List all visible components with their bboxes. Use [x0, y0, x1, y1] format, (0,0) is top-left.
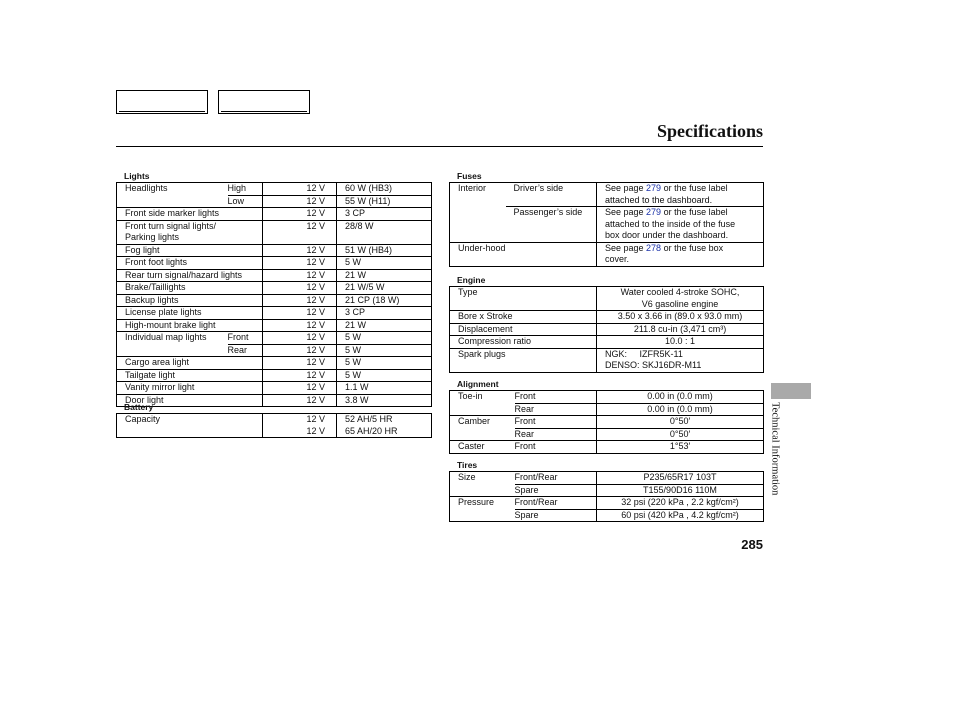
table-row: [117, 307, 432, 320]
row-watt: 5 W: [337, 357, 432, 370]
tires-table: [449, 471, 764, 522]
table-row: [450, 242, 764, 266]
fuses-heading: Fuses: [457, 171, 482, 181]
header-tab-box-left: [116, 90, 208, 114]
table-row: [117, 414, 432, 426]
alignment-table: [449, 390, 764, 454]
engine-spark-value: NGK: IZFR5K-11 DENSO: SKJ16DR-M11: [597, 348, 764, 372]
row-volt: 12 V: [291, 244, 337, 257]
engine-disp-label: Displacement: [450, 323, 597, 336]
header-tab-box-right: [218, 90, 310, 114]
row-value: 52 AH/5 HR: [337, 414, 432, 426]
row-volt: 12 V: [291, 269, 337, 282]
table-row: [450, 391, 764, 404]
page-title: Specifications: [657, 121, 763, 141]
table-row: [117, 269, 432, 282]
row-volt: 12 V: [291, 369, 337, 382]
row-sub: Front: [228, 332, 263, 345]
engine-comp-label: Compression ratio: [450, 336, 597, 349]
row-volt: 12 V: [291, 307, 337, 320]
battery-table: [116, 413, 432, 438]
table-row: [117, 195, 432, 208]
row-volt: 12 V: [291, 357, 337, 370]
row-volt: 12 V: [306, 394, 326, 405]
row-volt: 12 V: [291, 344, 337, 357]
row-volt: 12 V: [291, 332, 337, 345]
tires-heading: Tires: [457, 460, 478, 470]
lights-heading: Lights: [124, 171, 150, 181]
row-sub: Low: [228, 195, 263, 208]
tires-pressure-label: Pressure: [458, 497, 495, 507]
row-watt: 3.8 W: [337, 394, 432, 407]
fuses-drivers-value: See page 279 or the fuse label attached to the dashboard.: [597, 183, 764, 207]
row-value: 1°53′: [597, 441, 764, 454]
align-camber-label: Camber: [458, 416, 491, 426]
row-label: Fog light: [117, 244, 263, 257]
row-value: 0.00 in (0.0 mm): [597, 403, 764, 416]
row-label: Front foot lights: [117, 257, 263, 270]
table-row: [450, 416, 764, 429]
row-value: 65 AH/20 HR: [337, 426, 432, 438]
row-label: Backup lights: [117, 294, 263, 307]
row-label: Cargo area light: [117, 357, 263, 370]
engine-bore-label: Bore x Stroke: [450, 311, 597, 324]
table-row: [117, 208, 432, 221]
table-row: [450, 472, 764, 485]
table-row: [450, 311, 764, 324]
row-watt: 51 W (HB4): [337, 244, 432, 257]
section-tab-label: Technical Information: [769, 402, 781, 496]
row-volt: 12 V: [291, 195, 337, 208]
fuses-table: [449, 182, 764, 267]
row-watt: 3 CP: [337, 307, 432, 320]
fuses-drivers-label: Driver’s side: [513, 183, 564, 193]
engine-spark-label: Spark plugs: [458, 348, 506, 359]
row-label: Front turn signal lights/ Parking lights: [117, 220, 263, 244]
row-volt: 12 V: [291, 319, 337, 332]
table-row: [450, 441, 764, 454]
row-volt: 12 V: [291, 208, 337, 221]
table-row: [117, 294, 432, 307]
row-sub: Front: [514, 441, 536, 451]
row-sub: Front: [515, 391, 597, 404]
fuses-underhood-value: See page 278 or the fuse box cover.: [597, 242, 764, 266]
row-watt: 21 CP (18 W): [337, 294, 432, 307]
row-value: P235/65R17 103T: [597, 472, 764, 485]
row-label: Brake/Taillights: [117, 282, 263, 295]
row-label: License plate lights: [117, 307, 263, 320]
row-watt: 21 W: [337, 269, 432, 282]
table-row: [117, 257, 432, 270]
table-row: [450, 323, 764, 336]
table-row: [450, 403, 764, 416]
alignment-heading: Alignment: [457, 379, 499, 389]
row-volt: 12 V: [291, 382, 337, 395]
battery-capacity-label: Capacity: [125, 414, 161, 424]
row-volt: 12 V: [291, 282, 337, 295]
table-row: [450, 484, 764, 497]
row-value: 60 psi (420 kPa , 4.2 kgf/cm²): [597, 509, 764, 522]
table-row: [117, 382, 432, 395]
engine-table: [449, 286, 764, 373]
row-label: Vanity mirror light: [117, 382, 263, 395]
row-watt: 5 W: [337, 257, 432, 270]
row-sub: Front/Rear: [515, 472, 597, 485]
row-sub: Rear: [515, 428, 597, 441]
engine-bore-value: 3.50 x 3.66 in (89.0 x 93.0 mm): [597, 311, 764, 324]
fuses-passengers-value: See page 279 or the fuse label attached to the inside of the fuse box door under the dashboard.: [597, 207, 764, 243]
table-row: [450, 207, 764, 243]
row-watt: 5 W: [337, 332, 432, 345]
fuses-passengers-label: Passenger’s side: [506, 207, 597, 243]
page-link[interactable]: 279: [646, 183, 662, 193]
row-label: Rear turn signal/hazard lights: [117, 269, 263, 282]
row-label: High-mount brake light: [117, 319, 263, 332]
engine-comp-value: 10.0 : 1: [597, 336, 764, 349]
engine-heading: Engine: [457, 275, 486, 285]
row-sub: Rear: [228, 344, 263, 357]
row-value: 32 psi (220 kPa , 2.2 kgf/cm²): [597, 497, 764, 510]
lights-table: [116, 182, 432, 407]
page-number: 285: [741, 537, 763, 552]
row-sub: Front/Rear: [515, 497, 597, 510]
table-row: [117, 220, 432, 244]
row-sub: Spare: [515, 484, 597, 497]
engine-disp-value: 211.8 cu-in (3,471 cm³): [597, 323, 764, 336]
row-label: Headlights: [125, 183, 168, 193]
page-link[interactable]: 279: [646, 207, 662, 217]
table-row: [117, 357, 432, 370]
table-row: [117, 332, 432, 345]
row-label: Tailgate light: [117, 369, 263, 382]
row-volt: 12 V: [306, 425, 326, 436]
table-row: [117, 183, 432, 196]
row-volt: 12 V: [291, 183, 337, 196]
row-watt: 3 CP: [337, 208, 432, 221]
align-toe-label: Toe-in: [458, 391, 483, 401]
table-row: [117, 319, 432, 332]
row-label: Individual map lights: [125, 332, 207, 342]
row-sub: Spare: [514, 509, 539, 520]
align-caster-label: Caster: [458, 441, 485, 451]
row-watt: 60 W (HB3): [337, 183, 432, 196]
table-row: [117, 344, 432, 357]
row-watt: 5 W: [337, 344, 432, 357]
row-value: 0°50′: [597, 416, 764, 429]
row-sub: Front: [515, 416, 597, 429]
page-link[interactable]: 278: [646, 242, 662, 253]
table-row: [117, 426, 432, 438]
table-row: [450, 348, 764, 372]
row-watt: 28/8 W: [337, 220, 432, 244]
row-label: Door light: [125, 394, 164, 405]
engine-type-value: Water cooled 4-stroke SOHC, V6 gasoline engine: [597, 287, 764, 311]
table-row: [117, 394, 432, 407]
battery-heading: Battery: [124, 402, 154, 412]
table-row: [117, 282, 432, 295]
table-row: [450, 183, 764, 207]
row-sub: High: [228, 183, 263, 196]
row-value: 0.00 in (0.0 mm): [597, 391, 764, 404]
tires-size-label: Size: [458, 472, 476, 482]
row-value: T155/90D16 110M: [597, 484, 764, 497]
row-watt: 1.1 W: [337, 382, 432, 395]
row-volt: 12 V: [291, 294, 337, 307]
row-watt: 21 W/5 W: [337, 282, 432, 295]
section-tab-marker: [771, 383, 811, 399]
table-row: [450, 336, 764, 349]
row-volt: 12 V: [291, 257, 337, 270]
row-volt: 12 V: [306, 414, 326, 424]
title-rule: [116, 146, 763, 147]
table-row: [450, 497, 764, 510]
row-watt: 5 W: [337, 369, 432, 382]
row-value: 0°50′: [597, 428, 764, 441]
table-row: [450, 509, 764, 522]
row-sub: Rear: [515, 403, 597, 416]
table-row: [450, 287, 764, 311]
table-row: [117, 244, 432, 257]
row-volt: 12 V: [291, 220, 337, 244]
fuses-interior-label: Interior: [458, 183, 487, 193]
row-watt: 21 W: [337, 319, 432, 332]
row-watt: 55 W (H11): [337, 195, 432, 208]
row-label: Front side marker lights: [117, 208, 263, 221]
table-row: [117, 369, 432, 382]
fuses-underhood-label: Under-hood: [450, 242, 597, 266]
table-row: [450, 428, 764, 441]
engine-type-label: Type: [450, 287, 597, 311]
